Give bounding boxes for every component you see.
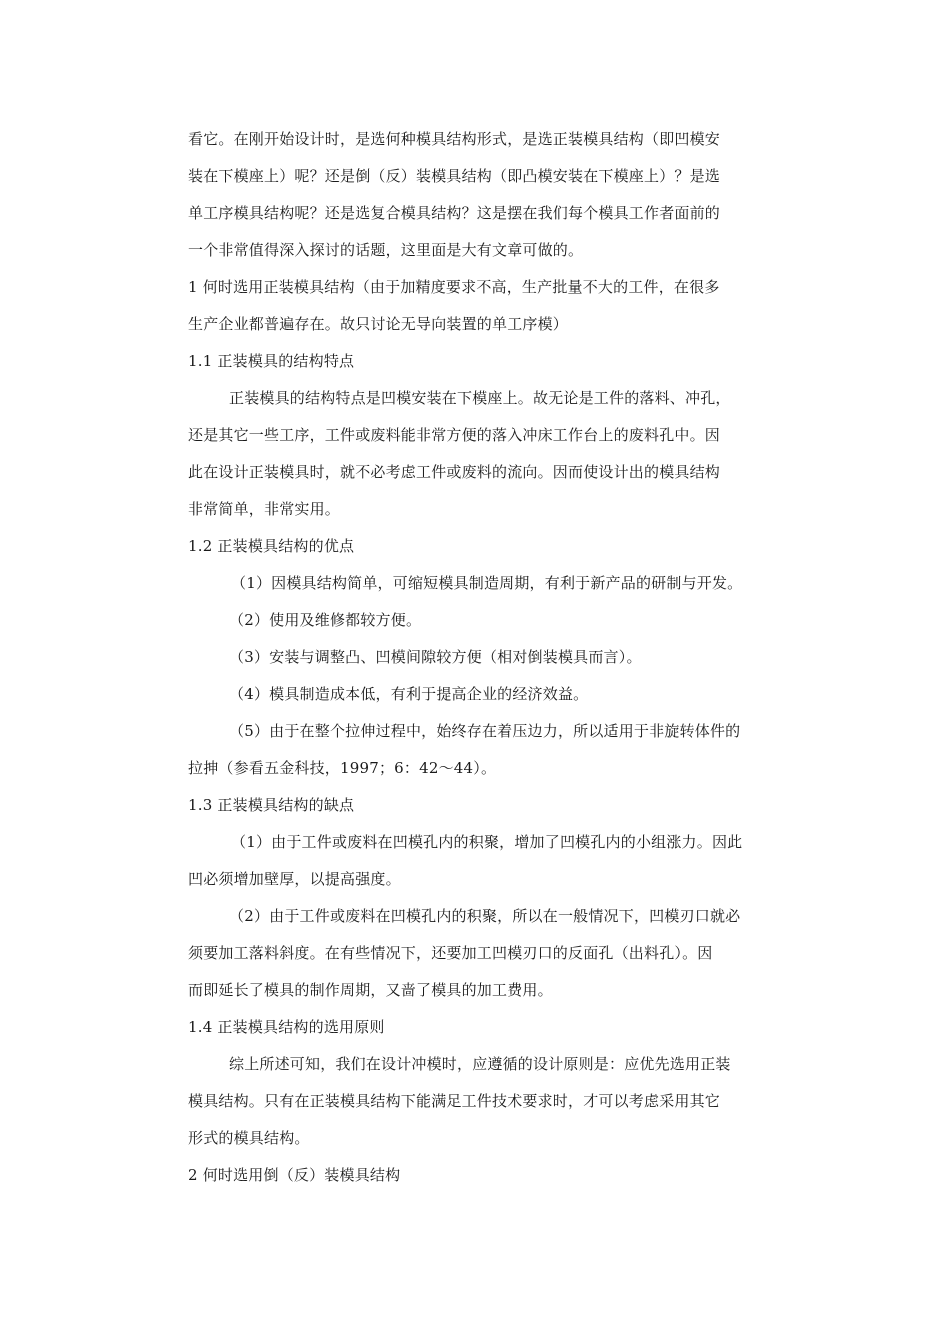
list-item-advantage-1: （1）因模具结构简单，可缩短模具制造周期，有利于新产品的研制与开发。 (231, 574, 743, 592)
text-line-24: 而即延长了模具的制作周期，又啬了模具的加工费用。 (188, 981, 553, 999)
section-heading-1-3: 1.3 正装模具结构的缺点 (188, 796, 355, 814)
list-item-advantage-4: （4）模具制造成本低，有利于提高企业的经济效益。 (229, 685, 589, 703)
text-line-3: 单工序模具结构呢？还是选复合模具结构？这是摆在我们每个模具工作者面前的 (188, 204, 721, 222)
text-line-4: 一个非常值得深入探讨的话题，这里面是大有文章可做的。 (188, 241, 584, 259)
list-item-disadvantage-2: （2）由于工件或废料在凹模孔内的积聚，所以在一般情况下，凹模刃口就必 (229, 907, 741, 925)
text-line-21: 凹必须增加壁厚，以提高强度。 (188, 870, 401, 888)
text-line-11: 非常简单，非常实用。 (188, 500, 341, 518)
section-heading-1: 1 何时选用正装模具结构（由于加精度要求不高，生产批量不大的工件，在很多 (188, 278, 720, 296)
text-line-18: 拉抻（参看五金科技，1997；6：42～44）。 (188, 759, 497, 777)
text-line-27: 模具结构。只有在正装模具结构下能满足工件技术要求时，才可以考虑采用其它 (188, 1092, 721, 1110)
section-heading-1-4: 1.4 正装模具结构的选用原则 (188, 1018, 385, 1036)
text-line-23: 须要加工落料斜度。在有些情况下，还要加工凹模刃口的反面孔（出料孔）。因 (188, 944, 713, 962)
document-page (188, 121, 763, 1194)
list-item-disadvantage-1: （1）由于工件或废料在凹模孔内的积聚，增加了凹模孔内的小组涨力。因此 (231, 833, 743, 851)
section-heading-1-2: 1.2 正装模具结构的优点 (188, 537, 355, 555)
text-line-6: 生产企业都普遍存在。故只讨论无导向装置的单工序模） (188, 315, 569, 333)
list-item-advantage-5: （5）由于在整个拉伸过程中，始终存在着压边力，所以适用于非旋转体件的 (229, 722, 741, 740)
text-line-10: 此在设计正装模具时，就不必考虑工件或废料的流向。因而使设计出的模具结构 (188, 463, 721, 481)
text-line-1: 看它。在刚开始设计时，是选何种模具结构形式，是选正装模具结构（即凹模安 (188, 130, 721, 148)
list-item-advantage-2: （2）使用及维修都较方便。 (229, 611, 422, 629)
list-item-advantage-3: （3）安装与调整凸、凹模间隙较方便（相对倒装模具而言）。 (229, 648, 642, 666)
section-heading-1-1: 1.1 正装模具的结构特点 (188, 352, 355, 370)
text-line-28: 形式的模具结构。 (188, 1129, 310, 1147)
section-heading-2: 2 何时选用倒（反）装模具结构 (188, 1166, 401, 1184)
text-line-2: 装在下模座上）呢？还是倒（反）装模具结构（即凸模安装在下模座上）？是选 (188, 167, 721, 185)
text-line-8: 正装模具的结构特点是凹模安装在下模座上。故无论是工件的落料、冲孔， (229, 389, 731, 407)
text-line-9: 还是其它一些工序，工件或废料能非常方便的落入冲床工作台上的废料孔中。因 (188, 426, 721, 444)
text-line-26: 综上所述可知，我们在设计冲模时，应遵循的设计原则是：应优先选用正装 (229, 1055, 731, 1073)
